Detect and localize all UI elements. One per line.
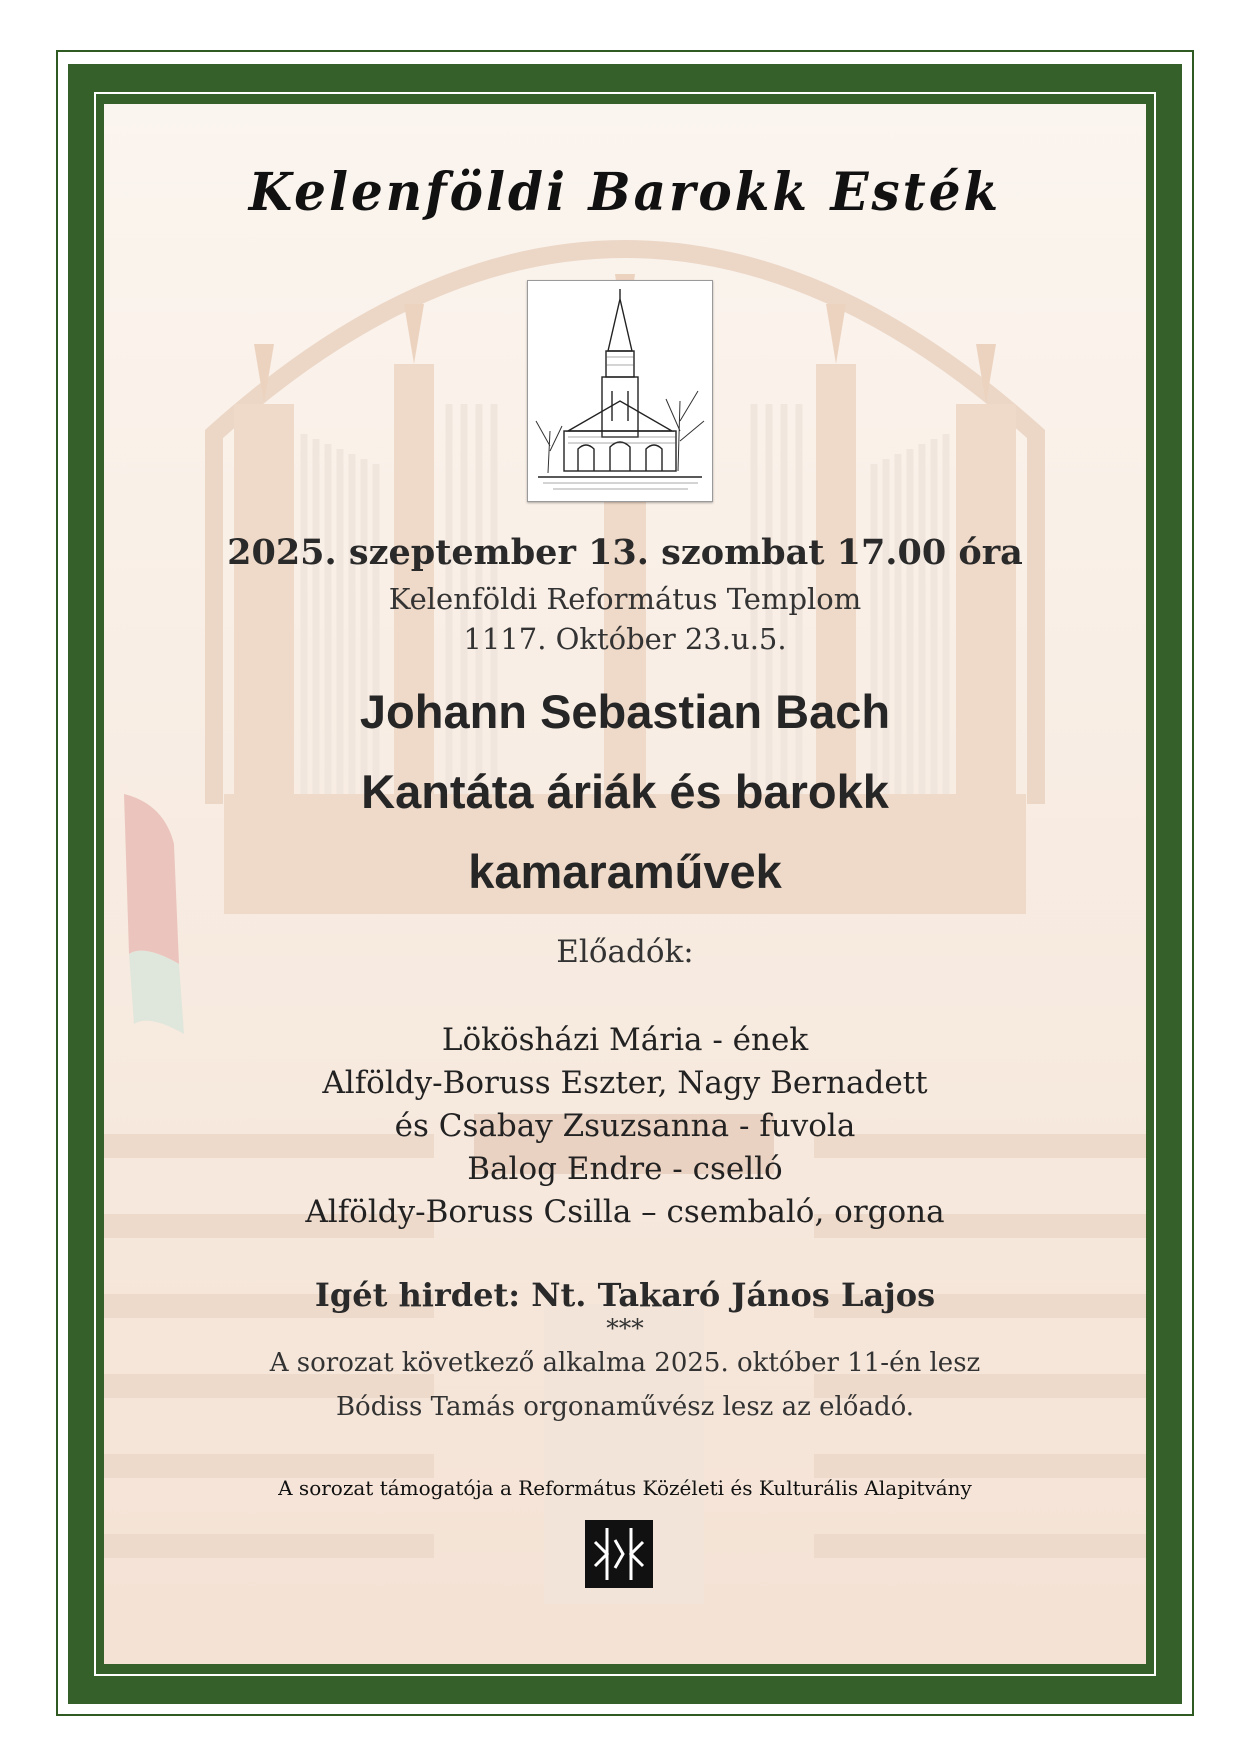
program-title-line-3: kamaraművek (468, 845, 782, 898)
church-illustration (527, 280, 713, 502)
performer-line: Lökösházi Mária - ének (441, 1022, 809, 1058)
performers-heading: Előadók: (556, 934, 694, 970)
sponsor-line: A sorozat támogatója a Református Közéleti és Kulturális Alapitvány (278, 1476, 972, 1500)
event-datetime: 2025. szeptember 13. szombat 17.00 óra (227, 532, 1023, 573)
program-title-line-2: Kantáta áriák és barokk (361, 765, 889, 818)
performer-line: Balog Endre - cselló (467, 1151, 783, 1187)
performer-line: Alföldy-Boruss Csilla – csembaló, orgona (305, 1194, 945, 1230)
program-title-line-1: Johann Sebastian Bach (359, 685, 891, 738)
church-drawing-icon (528, 281, 712, 501)
preacher-line: Igét hirdet: Nt. Takaró János Lajos (314, 1276, 936, 1314)
event-address: 1117. Október 23.u.5. (463, 622, 787, 656)
poster-content (104, 104, 1146, 1664)
next-event-line-2: Bódiss Tamás orgonaművész lesz az előadó. (335, 1392, 915, 1422)
poster-panel (104, 104, 1146, 1664)
foundation-logo-icon (585, 1520, 653, 1588)
performer-line: Alföldy-Boruss Eszter, Nagy Bernadett (322, 1065, 928, 1101)
performer-line: és Csabay Zsuzsanna - fuvola (394, 1108, 856, 1144)
next-event-line-1: A sorozat következő alkalma 2025. október 11-én lesz (269, 1348, 981, 1378)
event-venue: Kelenföldi Református Templom (388, 582, 862, 616)
series-title: Kelenföldi Barokk Esték (248, 160, 1002, 223)
separator: *** (606, 1314, 644, 1343)
